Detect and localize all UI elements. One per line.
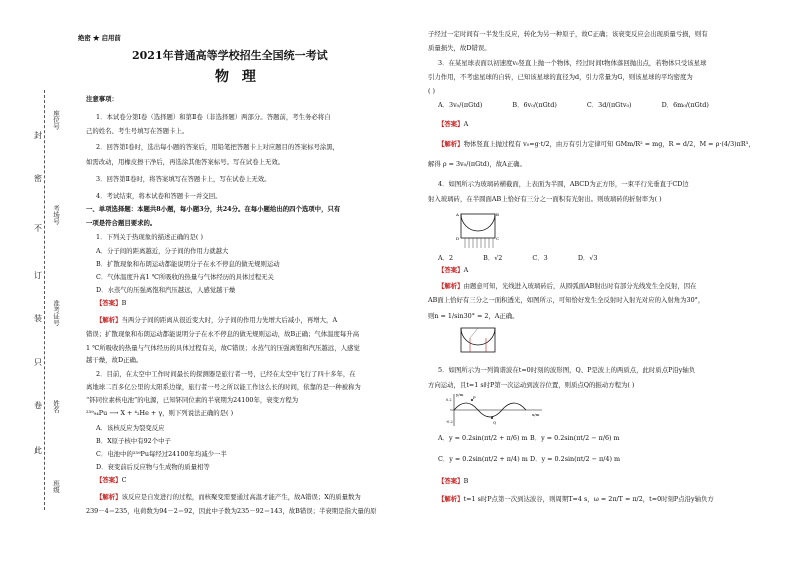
admission-number-label: 准考证号 [52,300,60,326]
binding-char: 只 [34,358,42,367]
analysis-text: 当两分子间的距离从很近变大时，分子间的作用力先增大后减小，再增大，A [121,316,338,324]
q2-option-c: C．电池中的²³⁹Pu每经过24100年均减少一半 [96,450,227,458]
answer-value: B [121,299,127,307]
p-label: P [473,395,476,400]
notes-heading: 注意事项： [86,95,118,103]
analysis-label: 【解析】 [96,493,122,501]
q2-stem-line: ²³⁹₉₄Pu ⟶ X + ⁴₂He + γ，则下列说法正确的是( ) [86,409,234,417]
binding-char: 不 [34,224,42,233]
q4-analysis-figure [455,324,501,358]
analysis-label: 【解析】 [96,316,122,324]
q3-stem-line: 引力作用，不考虑星球的自转，已知该星球的直径为d，引力常量为G，则该星球的平均密度为 [428,73,693,81]
q5-option-a: A．y = 0.2sin(πt/2 + π/6) m [438,434,528,442]
answer-value: A [463,266,469,274]
q3-option-d: D．6m₀/(πGtd) [661,101,709,109]
note-line: 1．本试卷分第Ⅰ卷（选择题）和第Ⅱ卷（非选择题）两部分。答题前，考生务必将自 [96,113,331,121]
q5-option-c: C．y = 0.2sin(πt/2 + π/4) m [438,455,528,463]
secret-mark: 绝密 ★ 启用前 [78,34,121,42]
q5-wave-figure [446,392,546,428]
q4-option-a: A．2 [438,254,454,262]
q4-option-b: B．√2 [483,254,503,262]
label-a: A [456,212,459,217]
binding-char: 订 [34,271,42,280]
q2-cont-line: 质量损失，故D错误。 [428,44,491,52]
binding-char: 此 [34,446,42,455]
q-label: Q [493,420,497,425]
answer-label: 【答案】 [438,120,464,128]
answer-value: A [463,120,469,128]
label-d: D [456,236,460,241]
analysis-label: 【解析】 [438,495,464,503]
normal-line [470,328,478,338]
q3-options [438,101,737,109]
q3-option-c: C．3d/(πGtv₀) [586,101,632,109]
q4-option-d: D．√3 [577,254,598,262]
label-b: B [496,212,499,217]
analysis-label: 【解析】 [438,140,464,148]
note-line: 如需改动，用橡皮擦干净后，再选涂其他答案标号。写在试卷上无效。 [86,158,285,166]
analysis-label: 【解析】 [438,282,464,290]
q2-option-a: A．该核反应为裂变反应 [96,424,165,432]
subject-title: 物 理 [215,69,260,85]
q4-analysis-line: 则n = 1/sin30° = 2，A正确。 [428,312,519,320]
note-line: 己的姓名、考生号填写在答题卡上。 [86,127,189,135]
answer-label: 【答案】 [96,476,122,484]
q5-option-d: D．y = 0.2sin(πt/2 − π/4) m [530,455,621,463]
note-line: 3．回答第Ⅱ卷时，将答案填写在答题卡上，写在试卷上无效。 [96,175,271,183]
q1-stem: 1．下列关于热现象的描述正确的是( ) [96,233,203,241]
q3-option-a: A．3v₀/(πGtd) [438,101,483,109]
q4-analysis-line: AB面上恰好有三分之一面积透光，如图所示，可知恰好发生全反射时入射光对应的入射角为30°， [428,296,705,304]
section-title-cont: 一项是符合题目要求的。 [86,219,157,227]
binding-char: 封 [34,131,42,140]
answer-label: 【答案】 [438,477,464,485]
q1-option-d: D．水蒸气的压强离饱和汽压越远，人感觉越干燥 [96,286,236,294]
semicircle [461,328,495,345]
amp-label: 0.2 [446,398,452,402]
q2-cont-line: 子经过一定时间有一半发生反应，转化为另一种原子，故C正确；该衰变反应会出现质量亏损，则有 [428,30,708,38]
q4-analysis [438,282,697,290]
q5-answer [438,477,468,485]
note-line: 2．回答第Ⅰ卷时，选出每小题的答案后，用铅笔把答题卡上对应题目的答案标号涂黑， [96,143,340,151]
q4-stem-line: 4．如图所示为玻璃砖横截面，上表面为半圆，ABCD为正方形，一束平行光垂直于CD边 [438,180,689,188]
q2-answer [96,476,126,484]
q2-stem-line: 离地球二百多亿公里的太阳系边缘，旅行者一号之所以能工作这么长的时间，依靠的是一种被称为 [86,383,361,391]
analysis-text: t=1 s时P点第一次到达波谷，则周期T=4 s，ω = 2π/T = π/2，t=0时刻P点沿y轴负方 [463,495,714,503]
q2-option-d: D．衰变前后反应物与生成物的质量相等 [96,463,210,471]
exam-title: 2021年普通高等学校招生全国统一考试 [132,49,328,62]
q1-option-c: C．气体温度升高1 ℃所吸收的热量与气体经历的具体过程无关 [96,273,274,281]
q3-stem-line: 3．在某星球表面以初速度v₀竖直上抛一个物体，经过时间t物体落回抛出点，若物体只受该星球 [438,59,707,67]
y-axis-label: y/m [456,392,464,397]
q4-option-c: C．3 [532,254,548,262]
label-c: C [496,236,500,241]
name-label: 姓名 [52,400,60,413]
analysis-text: 物体竖直上抛过程有 v₀=g·t/2，由万有引力定律可知 GMm/R² = mg，R = d/2，M = ρ·(4/3)πR³， [463,140,755,148]
q1-option-a: A．分子间的距离越近，分子间的作用力就越大 [96,247,229,255]
q2-stem-line: 2．目前，在太空中工作时间最长的探测器是旅行者一号，已经在太空中飞行了四十多年，在 [96,370,356,378]
q1-analysis-line: 1 ℃所吸收的热量与气体经历的具体过程有关，故C错误；水蒸气的压强离饱和汽压越远，人感觉 [86,344,360,352]
binding-char: 装 [34,314,42,323]
analysis-text: 该反应是自发进行的过程，而核聚变需要通过高温才能产生，故A错误；X的质量数为 [121,493,361,501]
answer-label: 【答案】 [96,299,122,307]
q5-analysis [438,495,714,503]
q2-analysis [96,493,361,501]
analysis-text: 由题意可知，光线进入玻璃砖后，从圆弧面AB射出时有部分光线发生全反射，因在 [463,282,697,290]
q2-option-b: B．X原子核中有92个中子 [96,437,171,445]
class-label: 班级 [52,480,60,493]
q3-option-b: B．6v₀/(πGtd) [512,101,557,109]
note-line: 4．考试结束，将本试卷和答题卡一并交回。 [96,192,222,200]
q4-options [438,254,625,262]
section-title: 一、单项选择题：本题共8小题，每小题3分，共24分。在每小题给出的四个选项中，只有 [86,205,341,213]
q3-analysis [438,140,755,148]
q3-stem-line: ( ) [428,87,436,95]
q4-answer [438,266,468,274]
q2-analysis-line: 239－4＝235，电荷数为94－2＝92，因此中子数为235－92＝143，故B错误；半衰期是指大量的原 [86,507,377,515]
q1-analysis-line: 错误；扩散现象和布朗运动都能说明分子在永不停息的做无规则运动，故B正确；气体温度每升高 [86,330,360,338]
q1-analysis [96,316,337,324]
q4-figure [455,208,501,250]
binding-char: 卷 [34,401,42,410]
q3-analysis-line: 解得 ρ = 3v₀/(πGtd)，故A正确。 [428,160,526,168]
q1-answer [96,299,126,307]
q1-option-b: B．扩散现象和布朗运动都能说明分子在永不停息的做无规则运动 [96,260,280,268]
answer-label: 【答案】 [438,266,464,274]
seat-number-label: 座位号 [52,110,60,130]
q5-option-b: B．y = 0.2sin(πt/2 − π/6) m [530,434,620,442]
q2-stem-line: “钚同位素核电池”的电源，已知钚同位素的半衰期为24100年，衰变方程为 [86,396,299,404]
neg-amp-label: -0.2 [446,420,453,424]
semicircle-ab [461,214,495,231]
x-axis-label: x/m [532,412,540,417]
answer-value: B [463,477,469,485]
q5-stem-line: 方向运动，且t=1 s时P第一次运动到波谷位置，则质点Q的振动方程为( ) [428,381,635,389]
binding-char: 密 [34,174,42,183]
parallel-rays [465,238,493,248]
answer-value: C [121,476,127,484]
exam-room-label: 考场号 [52,205,60,225]
binding-chars [34,95,48,505]
q5-stem-line: 5．如图所示为一列简谐波在t=0时刻的波形图，Q、P是波上的两质点，此时质点P沿y轴负 [438,366,696,374]
q3-answer [438,120,468,128]
q1-analysis-line: 越干燥，故D正确。 [86,356,143,364]
q4-stem-line: 射入玻璃砖，在半圆面AB上恰好有三分之一面积有光射出。则玻璃砖的折射率为( ) [428,195,662,203]
point-q [491,417,493,419]
